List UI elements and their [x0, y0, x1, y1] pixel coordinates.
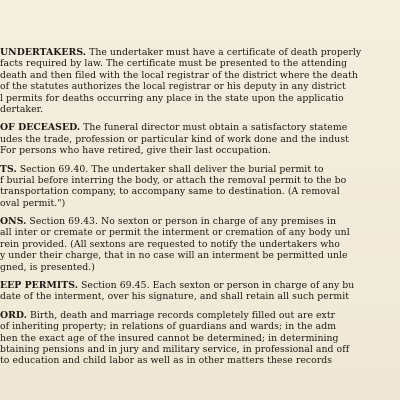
line-text: transportation company, to accompany same to destination. (A removal [0, 186, 340, 198]
line-text: dertaker. [0, 103, 44, 115]
line-text: l permits for deaths occurring any place in the state upon the applicatio [0, 92, 344, 104]
text-line [0, 239, 400, 250]
text-line [0, 164, 400, 175]
text-line [0, 186, 400, 197]
text-line [0, 250, 400, 261]
line-text: f burial before interring the body, or attach the removal permit to the bo [0, 174, 347, 186]
line-text: oval permit.") [0, 197, 66, 209]
line-text: The undertaker must have a certificate of death properly [86, 47, 362, 58]
line-text: date of the interment, over his signature, and shall retain all such permit [0, 291, 350, 303]
text-line [0, 344, 400, 355]
text-line [0, 175, 400, 186]
text-line [0, 47, 400, 58]
line-text: The funeral director must obtain a satisfactory stateme [80, 122, 348, 134]
text-line [0, 310, 400, 321]
paragraph [0, 310, 400, 367]
section-heading: TS. [0, 163, 17, 175]
line-text: to education and child labor as well as in other matters these records [0, 355, 333, 367]
text-line [0, 321, 400, 332]
line-text: hen the exact age of the insured cannot be determined; in determining [0, 332, 339, 344]
line-text: rein provided. (All sextons are requested to notify the undertakers who [0, 238, 340, 250]
text-line [0, 198, 400, 209]
text-line [0, 227, 400, 238]
text-line [0, 104, 400, 115]
text-line [0, 122, 400, 133]
line-text: gned, is presented.) [0, 261, 95, 273]
text-line [0, 291, 400, 302]
paragraph-gap [0, 115, 400, 122]
paragraph [0, 280, 400, 303]
line-text: Section 69.43. No sexton or person in charge of any premises in [26, 216, 336, 228]
section-heading: EEP PERMITS. [0, 280, 78, 292]
section-heading: UNDERTAKERS. [0, 47, 87, 58]
text-line [0, 70, 400, 81]
line-text: facts required by law. The certificate must be presented to the attending [0, 58, 348, 70]
paragraph [0, 164, 400, 210]
line-text: y under their charge, that in no case will an interment be permitted unle [0, 250, 348, 262]
line-text: For persons who have retired, give their last occupation. [0, 145, 271, 157]
section-heading: ORD. [0, 309, 27, 321]
text-line [0, 262, 400, 273]
text-line [0, 355, 400, 366]
document-body [0, 47, 400, 367]
text-line [0, 93, 400, 104]
text-line [0, 58, 400, 69]
line-text: btaining pensions and in jury and military service, in professional and off [0, 343, 350, 355]
paragraph [0, 122, 400, 156]
paragraph-gap [0, 273, 400, 280]
section-heading: OF DECEASED. [0, 122, 81, 134]
paragraph [0, 47, 400, 115]
line-text: all inter or cremate or permit the interment or cremation of any body unl [0, 227, 350, 239]
paragraph-gap [0, 303, 400, 310]
line-text: of inheriting property; in relations of guardians and wards; in the adm [0, 321, 337, 333]
section-heading: ONS. [0, 216, 27, 228]
paragraph [0, 216, 400, 273]
line-text: Birth, death and marriage records completely filled out are extr [27, 309, 336, 321]
text-line [0, 280, 400, 291]
text-line [0, 81, 400, 92]
text-line [0, 145, 400, 156]
line-text: udes the trade, profession or particular kind of work done and the indust [0, 133, 349, 145]
line-text: of the statutes authorizes the local registrar or his deputy in any district [0, 81, 346, 93]
line-text: death and then filed with the local registrar of the district where the death [0, 69, 358, 81]
paragraph-gap [0, 157, 400, 164]
paragraph-gap [0, 209, 400, 216]
line-text: Section 69.45. Each sexton or person in charge of any bu [77, 280, 355, 292]
line-text: Section 69.40. The undertaker shall deliver the burial permit to [16, 163, 324, 175]
text-line [0, 216, 400, 227]
text-line [0, 134, 400, 145]
text-line [0, 333, 400, 344]
